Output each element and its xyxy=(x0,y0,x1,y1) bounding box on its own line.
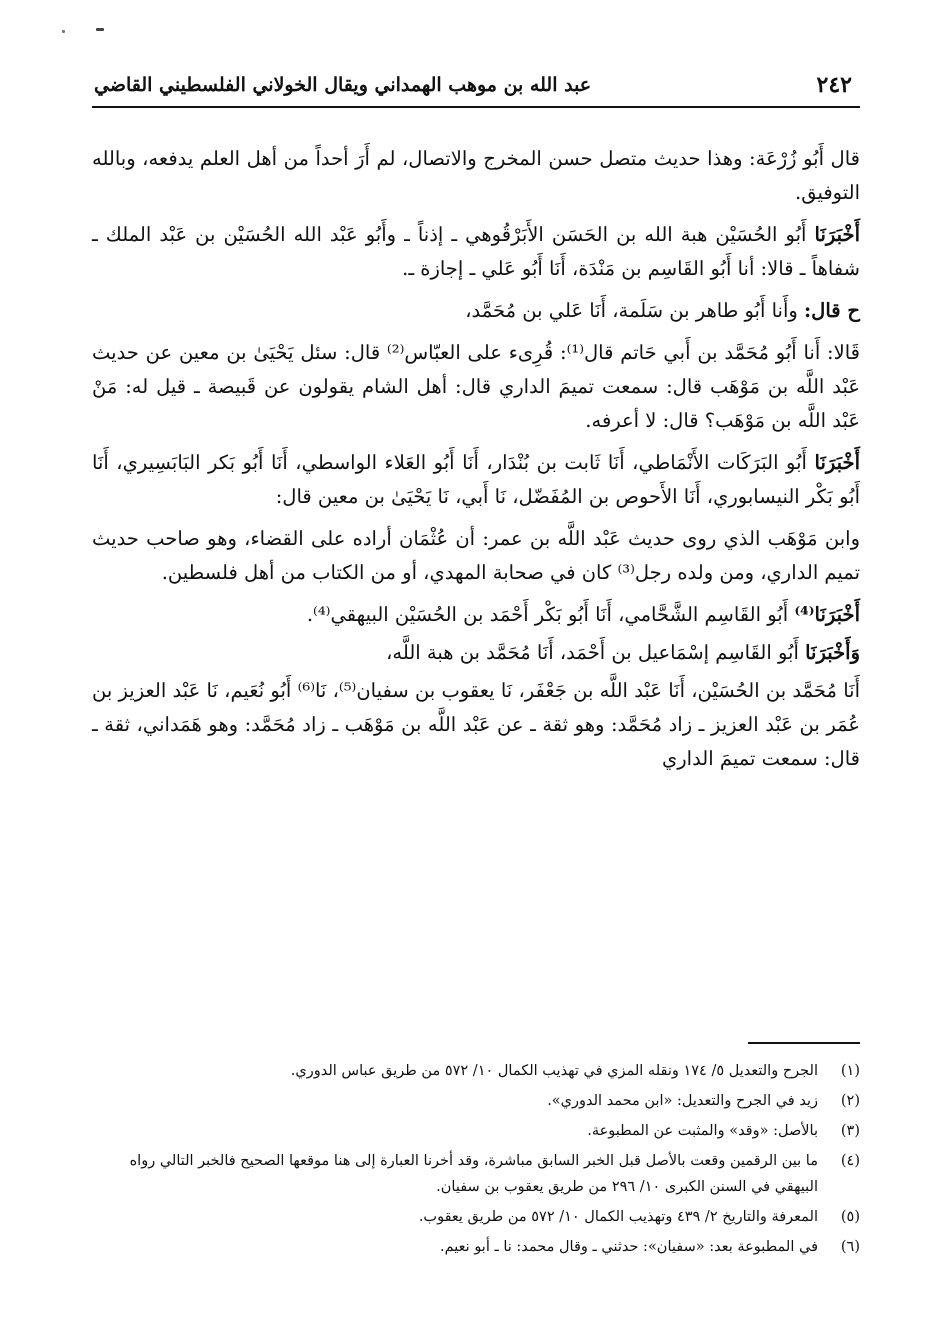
footnote-number: (٣) xyxy=(840,1123,860,1139)
page-number: ٢٤٢ xyxy=(816,72,852,98)
footnote-number: (٢) xyxy=(840,1093,860,1109)
footnote xyxy=(92,1118,860,1144)
paragraph-text: أَبُو البَرَكَات الأَنْمَاطي، أَنَا ثَابت بن بُنْدَار، أَنَا أَبُو العَلاء الواسطي، أَنَا أَبُو بَكر البَابَسِيري، أَنَا أَبُو بَكْر النيسابوري، أَنَا الأَحوص بن المُفَضّل، نَا أَبي، نَا يَحْيَىٰ بن معين قال: xyxy=(92,451,860,508)
paragraph xyxy=(92,598,860,632)
scan-speck xyxy=(96,28,104,31)
paragraph xyxy=(92,636,860,670)
footnotes xyxy=(92,1042,860,1264)
isnad-keyword: وَأَخْبَرَنَا xyxy=(805,641,860,664)
paragraph-text: وأَنا أَبُو طاهر بن سَلَمة، أَنَا عَلي بن مُحَمَّد، xyxy=(465,299,798,322)
footnote-text: المعرفة والتاريخ ٢/ ٤٣٩ وتهذيب الكمال ١٠/ ٥٧٢ من طريق يعقوب. xyxy=(418,1209,818,1225)
footnote-list xyxy=(92,1058,860,1260)
footnote-text: الجرح والتعديل ٥/ ١٧٤ ونقله المزي في تهذيب الكمال ١٠/ ٥٧٢ من طريق عباس الدوري. xyxy=(290,1063,818,1079)
paragraph xyxy=(92,294,860,328)
paragraph-text: أَنَا مُحَمَّد بن الحُسَيْن، أَنَا عَبْد اللَّه بن جَعْفَر، نَا يعقوب بن سفيان⁽⁵⁾، نَا⁽⁶⁾ أَبُو نُعَيم، نَا عَبْد العزيز بن عُمَر بن عَبْد العزيز ـ زاد مُحَمَّد: وهو ثقة ـ عن عَبْد اللَّه بن مَوْهَب ـ زاد مُحَمَّد: وهو هَمَداني، ثقة ـ قال: سمعت تميمَ الداري xyxy=(92,679,861,770)
paragraph-text: قَالا: أَنا أَبُو مُحَمَّد بن أَبي حَاتم قال⁽¹⁾: قُرِىء على العبّاس⁽²⁾ قال: سئل يَحْيَىٰ بن معين عن حديث عَبْد اللَّه بن مَوْهَب قال: سمعت تميمَ الداري قال: أهل الشام يقولون عن قَبيصة ـ قيل له: مَنْ عَبْد اللَّه بن مَوْهَب؟ قال: لا أعرفه. xyxy=(92,341,860,432)
paragraph xyxy=(92,674,860,776)
paragraph-text: أَبُو القَاسِم إسْمَاعيل بن أَحْمَد، أَنَا مُحَمَّد بن هبة اللَّه، xyxy=(386,641,799,664)
footnote-number: (٥) xyxy=(840,1209,860,1225)
page-header xyxy=(92,66,860,108)
isnad-keyword: أَخْبَرَنَا xyxy=(814,223,860,246)
footnote-divider xyxy=(748,1042,860,1044)
paragraph xyxy=(92,142,860,210)
paragraph-text: أَبُو القَاسِم الشَّحَّامي، أَنَا أَبُو بَكْر أَحْمَد بن الحُسَيْن البيهقي⁽⁴⁾. xyxy=(306,603,789,626)
footnote xyxy=(92,1058,860,1084)
isnad-keyword: أَخْبَرَنَا⁽⁴⁾ xyxy=(794,603,860,626)
footnote-text: في المطبوعة بعد: «سفيان»: حدثني ـ وقال محمد: نا ـ أبو نعيم. xyxy=(440,1239,818,1255)
isnad-keyword: ح قال: xyxy=(803,299,860,322)
footnote xyxy=(92,1148,860,1200)
paragraph-text: أَبُو الحُسَيْن هبة الله بن الحَسَن الأَبَرْقُوهي ـ إذناً ـ وأَبُو عَبْد الله الحُسَيْن بن عَبْد الملك ـ شفاهاً ـ قالا: أنا أَبُو القَاسِم بن مَنْدَة، أَنَا أَبُو عَلي ـ إجازة ـ. xyxy=(92,223,860,280)
footnote-number: (١) xyxy=(840,1063,860,1079)
main-text xyxy=(92,142,860,784)
paragraph-text: وابن مَوْهَب الذي روى حديث عَبْد اللَّه بن عمر: أن عُثْمَان أراده على القضاء، وهو صاحب حديث تميم الداري، ومن ولده رجل⁽³⁾ كان في صحابة المهدي، أو من الكتاب من أهل فلسطين. xyxy=(92,527,860,584)
footnote xyxy=(92,1088,860,1114)
footnote-number: (٤) xyxy=(840,1153,860,1169)
running-title: عبد الله بن موهب الهمداني ويقال الخولاني الفلسطيني القاضي xyxy=(94,74,592,96)
footnote xyxy=(92,1204,860,1230)
isnad-keyword: أَخْبَرَنَا xyxy=(814,451,860,474)
footnote-text: بالأصل: «وقد» والمثبت عن المطبوعة. xyxy=(587,1123,818,1139)
paragraph-text: قال أَبُو زُرْعَة: وهذا حديث متصل حسن المخرج والاتصال، لم أَرَ أحداً من أهل العلم يدفعه، وبالله التوفيق. xyxy=(92,147,860,204)
paragraph xyxy=(92,522,860,590)
paragraph xyxy=(92,446,860,514)
paragraph xyxy=(92,336,860,438)
footnote xyxy=(92,1234,860,1260)
paragraph xyxy=(92,218,860,286)
footnote-number: (٦) xyxy=(840,1239,860,1255)
scan-speck xyxy=(62,30,65,33)
footnote-text: ما بين الرقمين وقعت بالأصل قبل الخبر السابق مباشرة، وقد أخرنا العبارة إلى هنا موقعها الصحيح فالخبر التالي رواه البيهقي في السنن الكبرى ١٠/ ٢٩٦ من طريق يعقوب بن سفيان. xyxy=(129,1153,818,1195)
footnote-text: زيد في الجرح والتعديل: «ابن محمد الدوري». xyxy=(547,1093,818,1109)
